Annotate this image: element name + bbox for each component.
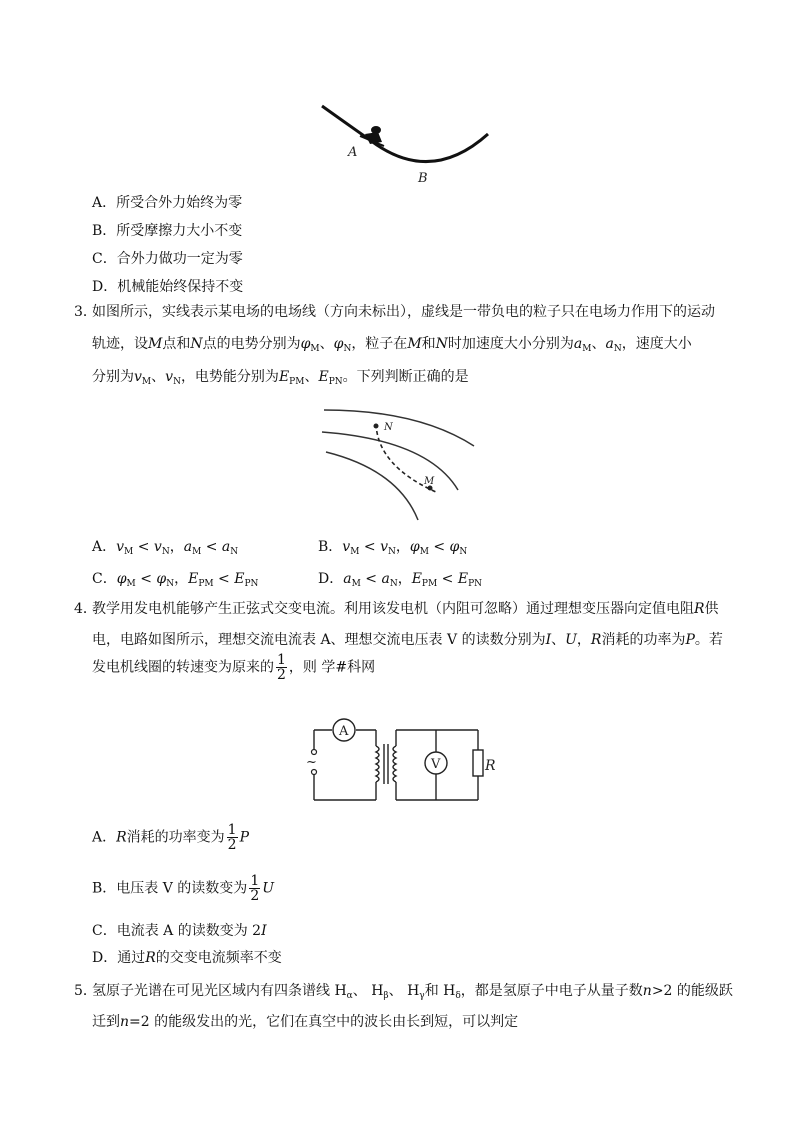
q4-circuit-figure bbox=[302, 712, 502, 806]
label-n: N bbox=[384, 422, 393, 433]
q2-option-c: C．合外力做功一定为零 bbox=[92, 251, 243, 267]
q4-option-b: B．电压表 V 的读数变为 $\frac{1}{2}$ U bbox=[92, 873, 275, 904]
fraction-half: $\frac{1}{2}$ bbox=[277, 652, 286, 683]
q3-line1: 如图所示，实线表示某电场的电场线（方向未标出），虚线是一带负电的粒子只在电场力作用下的运动 bbox=[92, 304, 715, 320]
label-b: B bbox=[418, 171, 428, 186]
terminal-bottom bbox=[312, 770, 317, 775]
q3-number: 3． bbox=[74, 304, 97, 320]
field-line-top bbox=[324, 410, 474, 446]
q4-number: 4． bbox=[74, 601, 97, 617]
point-n bbox=[374, 424, 379, 429]
q3-field-figure bbox=[318, 400, 480, 524]
q3-line2: 轨迹，设M点和N点的电势分别为$\varphi_M$、$\varphi_N$，粒子在M和N时加速度大小分别为$a_M$、$a_N$，速度大小 bbox=[92, 336, 692, 354]
q4-option-d: D．通过R的交变电流频率不变 bbox=[92, 950, 282, 966]
ac-source-symbol: ~ bbox=[306, 755, 317, 770]
q4-line2: 电，电路如图所示，理想交流电流表 A、理想交流电压表 V 的读数分别为I、U，R消耗的功率为P。若 bbox=[92, 632, 723, 648]
q3-option-b: B．$v_M < v_N$，$\varphi_M < \varphi_N$ bbox=[318, 539, 468, 557]
fraction-half: $\frac{1}{2}$ bbox=[250, 873, 260, 904]
q4-option-c: C．电流表 A 的读数变为 2I bbox=[92, 923, 267, 939]
q5-line2: 迁到n=2 的能级发出的光，它们在真空中的波长由长到短，可以判定 bbox=[92, 1014, 519, 1030]
q5-number: 5． bbox=[74, 983, 97, 999]
resistor bbox=[473, 750, 483, 776]
q2-option-b: B．所受摩擦力大小不变 bbox=[92, 223, 243, 239]
track-curve bbox=[322, 106, 488, 162]
q2-option-a: A．所受合外力始终为零 bbox=[92, 195, 243, 211]
field-line-bottom bbox=[326, 452, 418, 520]
voltmeter-label: V bbox=[431, 757, 441, 772]
q2-track-figure bbox=[310, 96, 500, 186]
ammeter-label: A bbox=[339, 724, 349, 739]
fraction-half: $\frac{1}{2}$ bbox=[227, 822, 237, 853]
q3-line3: 分别为$v_M$、$v_N$，电势能分别为$E_{PM}$、$E_{PN}$。下列判断正确的是 bbox=[92, 369, 469, 387]
terminal-top bbox=[312, 750, 317, 755]
resistor-label: R bbox=[485, 758, 496, 774]
q4-line3: 发电机线圈的转速变为原来的 $\frac{1}{2}$ ，则 学#科网 bbox=[92, 652, 376, 683]
q4-line1: 教学用发电机能够产生正弦式交变电流。利用该发电机（内阻可忽略）通过理想变压器向定值电阻R供 bbox=[92, 601, 719, 617]
q3-option-d: D．$a_M < a_N$，$E_{PM} < E_{PN}$ bbox=[318, 571, 483, 589]
q5-line1: 氢原子光谱在可见光区域内有四条谱线 $H_\alpha$、 $H_\beta$、 $H_\gamma$和 $H_\delta$，都是氢原子中电子从量子数n>2 的能级跃 bbox=[92, 983, 733, 1001]
q2-option-d: D．机械能始终保持不变 bbox=[92, 279, 244, 295]
q4-option-a: A．R消耗的功率变为 $\frac{1}{2}$ P bbox=[92, 822, 250, 853]
label-a: A bbox=[348, 145, 358, 160]
q3-option-c: C．$\varphi_M < \varphi_N$，$E_{PM} < E_{PN}$ bbox=[92, 571, 259, 589]
label-m: M bbox=[424, 476, 435, 487]
q3-option-a: A．$v_M < v_N$，$a_M < a_N$ bbox=[92, 539, 239, 557]
